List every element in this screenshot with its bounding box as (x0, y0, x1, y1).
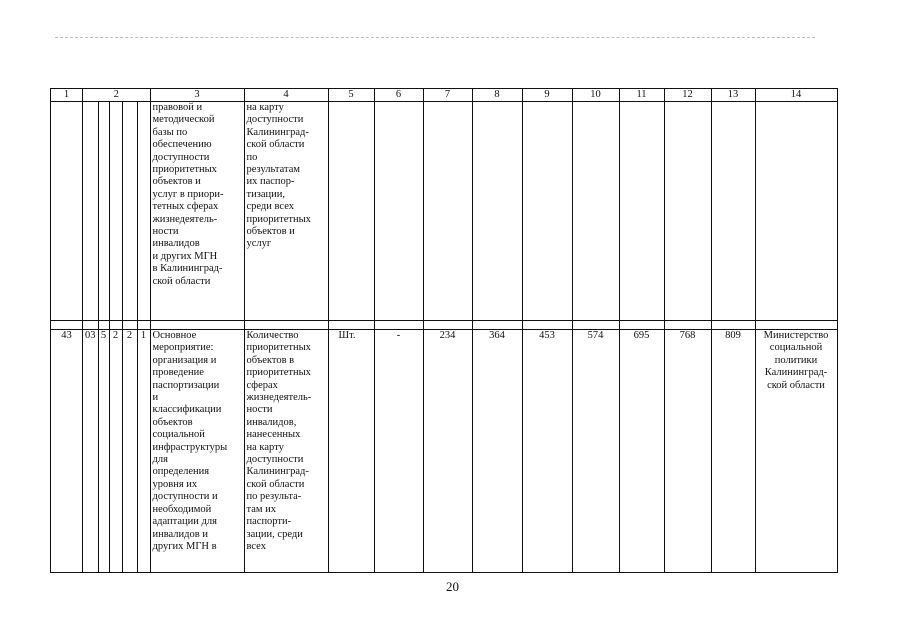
header-rule (55, 37, 815, 38)
text-line: по результа- (246, 491, 302, 503)
text-line: ской области (246, 478, 305, 490)
row-number: 43 (51, 330, 83, 573)
col-header: 9 (522, 89, 572, 102)
value-cell: 574 (572, 330, 619, 573)
text-line: уровня их (152, 478, 198, 490)
text-line: услуг в приори- (152, 188, 224, 200)
measure-name-cell (150, 102, 244, 321)
text-line: доступности (152, 151, 210, 163)
text-line: Основное (152, 330, 197, 341)
col-header: 11 (619, 89, 664, 102)
text-line: для (152, 454, 168, 466)
text-line: и других МГН (152, 250, 218, 262)
text-line: объектов в (246, 354, 295, 366)
table-row (51, 330, 838, 573)
text-line: жизнедеятель- (246, 392, 312, 404)
responsible-cell (755, 330, 837, 573)
table-row (51, 102, 838, 321)
text-line: необходимой (152, 503, 212, 515)
text-line: жизнедеятель- (152, 213, 218, 225)
text-line: объектов (152, 416, 193, 428)
text-line: Количество (246, 330, 299, 341)
text-line: объектов и (246, 226, 295, 238)
text-line: ской области (767, 379, 825, 391)
text-line: правовой и (152, 102, 203, 113)
indicator-name-cell (244, 102, 328, 321)
text-line: проведение (152, 367, 204, 379)
value-cell: 453 (522, 330, 572, 573)
value-cell: 234 (423, 330, 472, 573)
text-line: социальной (152, 429, 205, 441)
text-line: доступности и (152, 491, 218, 503)
text-line: результатам (246, 164, 301, 176)
text-line: на карту (246, 441, 284, 453)
col-header: 10 (572, 89, 619, 102)
text-line: услуг (246, 238, 272, 250)
text-line: объектов и (152, 176, 201, 188)
text-line: инвалидов (152, 238, 200, 250)
text-line: ской области (152, 275, 211, 287)
unit-cell: Шт. (328, 330, 374, 573)
text-line: базы по (152, 126, 188, 138)
text-line: доступности (246, 454, 304, 466)
text-line: тизации, (246, 188, 285, 200)
col-header: 2 (83, 89, 151, 102)
text-line: и (152, 392, 159, 404)
text-line: политики (774, 354, 818, 366)
col-header: 13 (711, 89, 755, 102)
text-line: адаптации для (152, 516, 217, 528)
code-cell: 2 (122, 330, 137, 573)
text-line: инфраструктуры (152, 441, 228, 453)
col-header: 12 (664, 89, 711, 102)
col-header: 1 (51, 89, 83, 102)
column-number-row (51, 89, 838, 102)
text-line: по (246, 151, 258, 163)
indicators-table (50, 88, 838, 573)
text-line: сферах (246, 379, 278, 391)
indicator-name-cell (244, 330, 328, 573)
text-line: тетных сферах (152, 201, 219, 213)
value-cell: - (374, 330, 423, 573)
col-header: 14 (755, 89, 837, 102)
text-line: других МГН в (152, 540, 217, 552)
text-line: Министерство (763, 330, 829, 341)
code-cell: 03 (83, 330, 99, 573)
text-line: социальной (769, 342, 823, 354)
text-line: обеспечению (152, 139, 212, 151)
text-line: инвалидов и (152, 528, 208, 540)
text-line: Калининград- (246, 466, 309, 478)
text-line: приоритетных (246, 367, 311, 379)
text-line: классификации (152, 404, 222, 416)
col-header: 7 (423, 89, 472, 102)
text-line: Калининград- (764, 367, 828, 379)
measure-name-cell (150, 330, 244, 573)
text-line: нанесенных (246, 429, 301, 441)
value-cell: 364 (472, 330, 522, 573)
col-header: 6 (374, 89, 423, 102)
code-cell: 2 (109, 330, 122, 573)
text-line: приоритетных (246, 213, 311, 225)
code-cell: 1 (137, 330, 150, 573)
text-line: паспортизации (152, 379, 220, 391)
col-header: 3 (150, 89, 244, 102)
value-cell: 809 (711, 330, 755, 573)
text-line: всех (246, 540, 266, 552)
text-line: методической (152, 114, 215, 126)
col-header: 8 (472, 89, 522, 102)
page-number: 20 (446, 579, 459, 594)
text-line: среди всех (246, 201, 294, 213)
text-line: инвалидов, (246, 416, 297, 428)
text-line: ности (246, 404, 273, 416)
text-line: на карту (246, 102, 284, 113)
text-line: ности (152, 226, 179, 238)
text-line: доступности (246, 114, 304, 126)
text-line: организация и (152, 354, 217, 366)
col-header: 5 (328, 89, 374, 102)
text-line: приоритетных (152, 164, 217, 176)
text-line: мероприятие: (152, 342, 214, 354)
text-line: их паспор- (246, 176, 295, 188)
text-line: зации, среди (246, 528, 303, 540)
text-line: Калининград- (246, 126, 309, 138)
text-line: определения (152, 466, 210, 478)
col-header: 4 (244, 89, 328, 102)
value-cell: 768 (664, 330, 711, 573)
value-cell: 695 (619, 330, 664, 573)
text-line: ской области (246, 139, 305, 151)
text-line: приоритетных (246, 342, 311, 354)
code-cell: 5 (98, 330, 109, 573)
text-line: в Калининград- (152, 263, 223, 275)
text-line: там их (246, 503, 277, 515)
text-line: паспорти- (246, 516, 292, 528)
